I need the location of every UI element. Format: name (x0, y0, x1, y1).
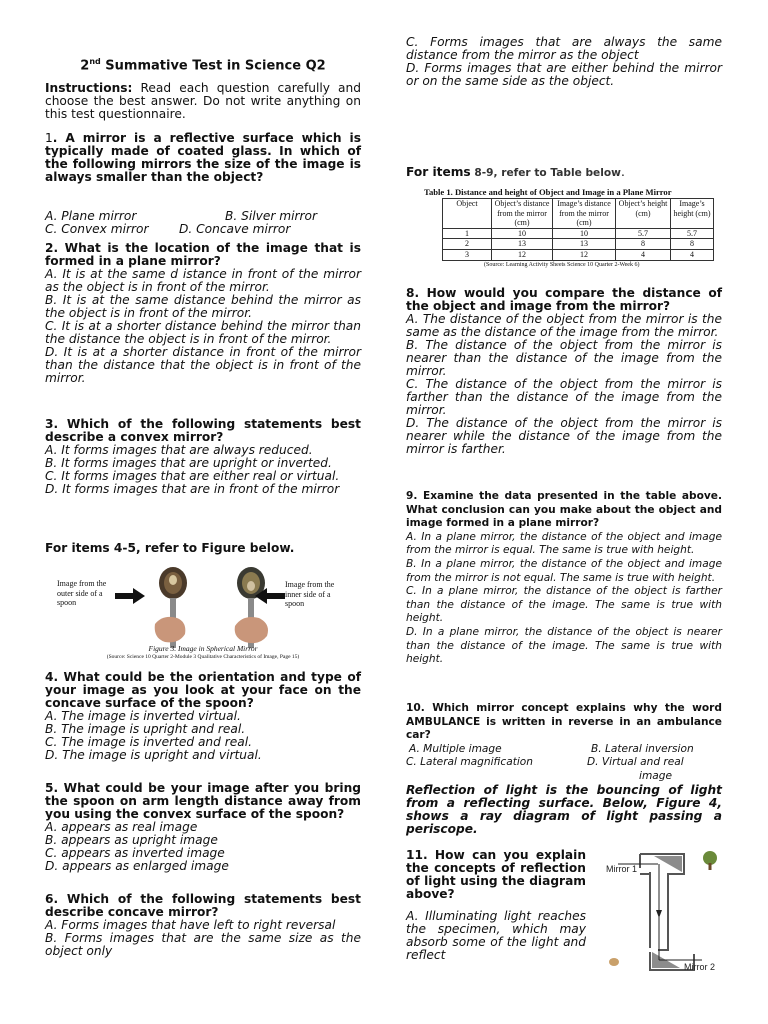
eye-icon (609, 958, 619, 966)
test-title: 2nd Summative Test in Science Q2 (80, 57, 326, 74)
question-8 (406, 287, 722, 456)
q9-option-d[interactable]: D. In a plane mirror, the distance of the object is nearer than the distance of the image. The same is true with height. (406, 625, 722, 666)
figure-left-label: Image from the outer side of a spoon (57, 579, 107, 607)
table-row: 2 13 13 8 8 (443, 239, 714, 250)
question-4 (45, 671, 361, 762)
q10-option-c[interactable]: C. Lateral magnification (406, 756, 534, 769)
question-4-stem: 4. What could be the orientation and type of your image as you look at your face on the concave surface of the spoon? (45, 670, 361, 710)
question-10 (406, 702, 722, 784)
question-2 (45, 242, 361, 385)
q8-option-b[interactable]: B. The distance of the object from the mirror is nearer than the distance of the image from the mirror. (406, 338, 722, 378)
table-header: Object (443, 199, 492, 229)
q1-option-d[interactable]: D. Concave mirror (179, 222, 291, 236)
q3-option-c[interactable]: C. It forms images that are either real or virtual. (45, 469, 340, 483)
spoon-icon (221, 566, 285, 652)
q3-option-a[interactable]: A. It forms images that are always reduced. (45, 443, 313, 457)
figure-3-caption: Figure 3. Image in Spherical Mirror (148, 644, 258, 653)
question-6-stem: 6. Which of the following statements best describe concave mirror? (45, 892, 361, 919)
q5-option-d[interactable]: D. appears as enlarged image (45, 859, 229, 873)
q6-option-c[interactable]: C. Forms images that are always the same distance from the mirror as the object (406, 35, 722, 62)
q5-option-b[interactable]: B. appears as upright image (45, 833, 218, 847)
table-1-caption: Table 1. Distance and height of Object and Image in a Plane Mirror (424, 187, 672, 197)
q6-option-a[interactable]: A. Forms images that have left to right reversal (45, 918, 336, 932)
q9-option-a[interactable]: A. In a plane mirror, the distance of the object and image from the mirror is equal. The same is true with height. (406, 530, 722, 557)
q10-option-b[interactable]: B. Lateral inversion (591, 742, 694, 755)
periscope-icon (598, 848, 724, 978)
q10-option-d-continued: image (639, 769, 672, 782)
figure-3 (45, 566, 361, 668)
q4-option-d[interactable]: D. The image is upright and virtual. (45, 748, 262, 762)
q1-option-b[interactable]: B. Silver mirror (225, 209, 317, 223)
question-5-stem: 5. What could be your image after you bring the spoon on arm length distance away from you using the convex surface of the spoon? (45, 781, 361, 821)
q1-option-a[interactable]: A. Plane mirror (45, 209, 137, 223)
tree-icon (703, 851, 717, 870)
reflection-paragraph: Reflection of light is the bouncing of light from a reflecting surface. Below, Figure 4, shows a ray diagram of light passing a periscope. (406, 783, 722, 836)
figure-3-source: (Source: Science 10 Quarter 2-Module 3 Qualitative Characteristics of Image, Page 15) (106, 654, 300, 660)
q6-option-d[interactable]: D. Forms images that are either behind the mirror or on the same side as the object. (406, 61, 722, 88)
q9-option-b[interactable]: B. In a plane mirror, the distance of the object and image from the mirror is not equal. The same is true with height. (406, 557, 722, 584)
items-8-9-instruction: For items 8-9, refer to Table below. (406, 165, 625, 179)
question-5 (45, 782, 361, 873)
q4-option-a[interactable]: A. The image is inverted virtual. (45, 709, 241, 723)
question-3 (45, 418, 361, 496)
question-11-stem: 11. How can you explain the concepts of reflection of light using the diagram above? (406, 848, 586, 901)
question-3-stem: 3. Which of the following statements best describe a convex mirror? (45, 417, 361, 444)
question-9 (406, 490, 722, 667)
q9-option-c[interactable]: C. In a plane mirror, the distance of the object is farther than the distance of the image. The same is true with height. (406, 585, 722, 625)
table-header: Image’s height (cm) (671, 199, 714, 229)
q8-option-d[interactable]: D. The distance of the object from the mirror is nearer while the distance of the image from the mirror is farther. (406, 416, 722, 456)
q10-option-d[interactable]: D. Virtual and real (587, 756, 684, 769)
question-6-continued (406, 36, 722, 88)
q11-option-a[interactable]: A. Illuminating light reaches the specimen, which may absorb some of the light and reflect (406, 909, 586, 962)
q8-option-a[interactable]: A. The distance of the object from the mirror is the same as the distance of the image from the mirror. (406, 312, 722, 339)
table-header: Object’s distance from the mirror (cm) (492, 199, 553, 229)
q3-option-b[interactable]: B. It forms images that are upright or inverted. (45, 456, 332, 470)
table-1-source: (Source: Learning Activity Sheets Science 10 Quarter 2-Week 6) (484, 261, 640, 268)
question-11 (406, 849, 586, 962)
table-1 (406, 187, 722, 269)
q2-option-b[interactable]: B. It is at the same distance behind the mirror as the object is in front of the mirror. (45, 293, 361, 320)
question-1-options (45, 210, 361, 236)
q4-option-c[interactable]: C. The image is inverted and real. (45, 735, 253, 749)
arrow-left-icon (255, 588, 285, 604)
q2-option-a[interactable]: A. It is at the same d istance in front of the mirror as the object is in front of the mirror. (45, 267, 361, 294)
question-10-stem: 10. Which mirror concept explains why the word AMBULANCE is written in reverse in an ambulance car? (406, 702, 722, 742)
items-4-5-instruction: For items 4-5, refer to Figure below. (45, 541, 295, 555)
q2-option-c[interactable]: C. It is at a shorter distance behind the mirror than the distance the object is in front of the mirror. (45, 319, 361, 346)
mirror-1-label: Mirror 1 (606, 864, 637, 874)
q6-option-b[interactable]: B. Forms images that are the same size as the object only (45, 931, 361, 958)
q3-option-d[interactable]: D. It forms images that are in front of the mirror (45, 482, 340, 496)
q8-option-c[interactable]: C. The distance of the object from the mirror is farther than the distance of the image from the mirror. (406, 377, 722, 417)
figure-right-label: Image from the inner side of a spoon (285, 580, 335, 608)
q5-option-a[interactable]: A. appears as real image (45, 820, 198, 834)
question-9-stem: 9. Examine the data presented in the table above. What conclusion can you make about the object and image formed in a plane mirror? (406, 490, 722, 530)
q4-option-b[interactable]: B. The image is upright and real. (45, 722, 246, 736)
q1-option-c[interactable]: C. Convex mirror (45, 222, 149, 236)
table-header: Image’s distance from the mirror (cm) (553, 199, 616, 229)
q5-option-c[interactable]: C. appears as inverted image (45, 846, 225, 860)
q10-option-a[interactable]: A. Multiple image (409, 742, 502, 755)
data-table (442, 198, 714, 261)
instructions: Instructions: Read each question carefully and choose the best answer. Do not write anything on this test questionnaire. (45, 81, 361, 121)
spoon-icon (137, 566, 201, 652)
question-8-stem: 8. How would you compare the distance of the object and image from the mirror? (406, 286, 722, 313)
q2-option-d[interactable]: D. It is at a shorter distance in front of the mirror than the distance that the object is in front of the mirror. (45, 345, 361, 385)
question-6 (45, 893, 361, 958)
table-header: Object’s height (cm) (616, 199, 671, 229)
mirror-2-label: Mirror 2 (684, 962, 715, 972)
question-1: 1. A mirror is a reflective surface which is typically made of coated glass. In which of the following mirrors the size of the image is always smaller than the object? (45, 131, 361, 184)
table-row: 1 10 10 5.7 5.7 (443, 228, 714, 239)
table-row: 3 12 12 4 4 (443, 249, 714, 260)
question-2-stem: 2. What is the location of the image that is formed in a plane mirror? (45, 241, 361, 268)
